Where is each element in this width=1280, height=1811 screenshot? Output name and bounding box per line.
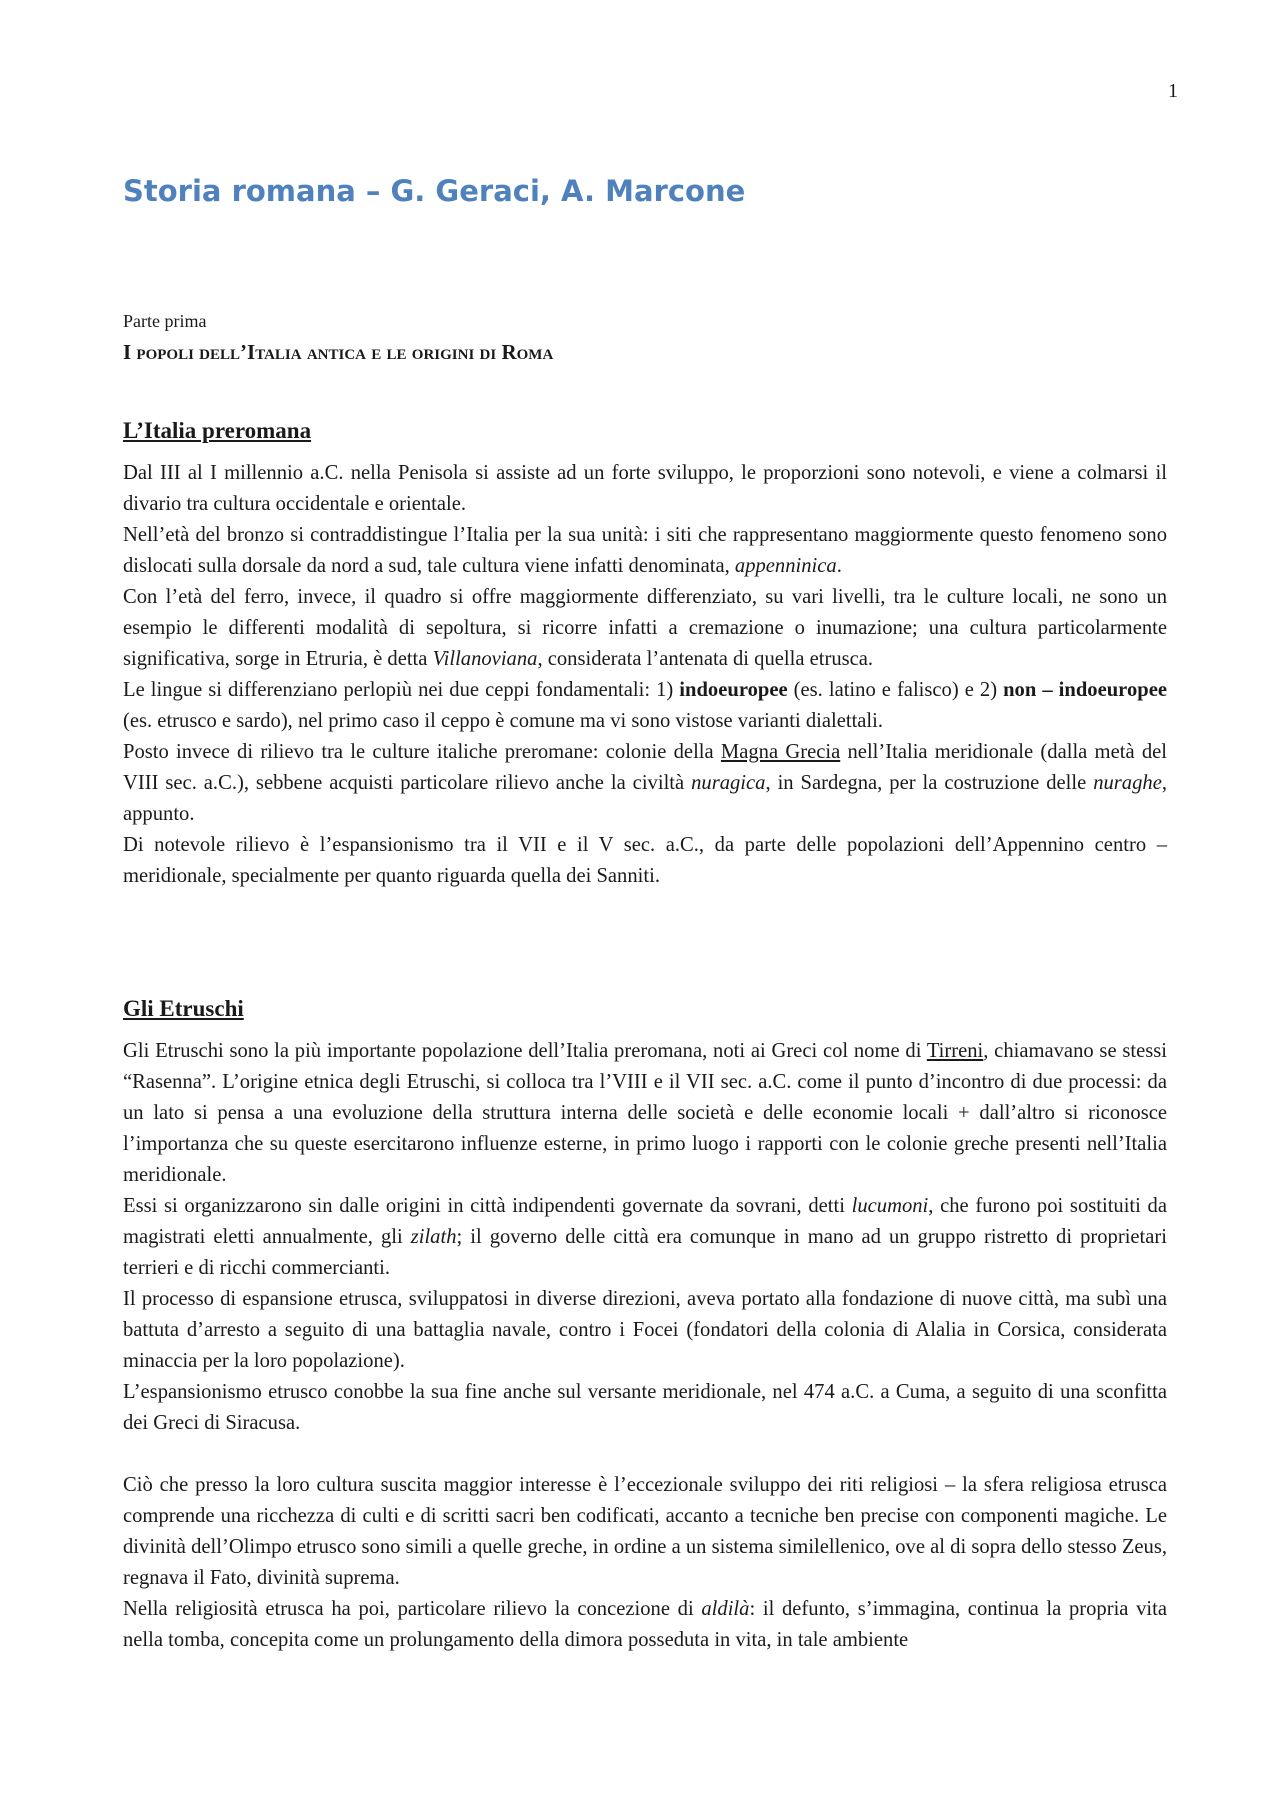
paragraph: Il processo di espansione etrusca, sviluppatosi in diverse direzioni, aveva portato alla fondazione di nuove città, ma subì una battuta d’arresto a seguito di una battaglia navale, contro i Focei (fondatori della colonia di Alalia in Corsica, considerata minaccia per la loro popolazione). [123, 1288, 1167, 1372]
section-italia-preromana [123, 416, 1167, 892]
paragraph: Con l’età del ferro, invece, il quadro si offre maggiormente differenziato, su vari livelli, tra le culture locali, ne sono un esempio le differenti modalità di sepoltura, si ricorre infatti a cremazione o inumazione; una cultura particolarmente significativa, sorge in Etruria, è detta Villanoviana, considerata l’antenata di quella etrusca. [123, 586, 1167, 670]
section-heading: L’Italia preromana [123, 418, 312, 443]
paragraph: Essi si organizzarono sin dalle origini in città indipendenti governate da sovrani, detti lucumoni, che furono poi sostituiti da magistrati eletti annualmente, gli zilath; il governo delle città era comunque in mano ad un gruppo ristretto di proprietari terrieri e di ricchi commercianti. [123, 1195, 1167, 1279]
paragraph: Le lingue si differenziano perlopiù nei due ceppi fondamentali: 1) indoeuropee (es. latino e falisco) e 2) non – indoeuropee (es. etrusco e sardo), nel primo caso il ceppo è comune ma vi sono vistose varianti dialettali. [123, 679, 1167, 732]
paragraph: Ciò che presso la loro cultura suscita maggior interesse è l’eccezionale sviluppo dei riti religiosi – la sfera religiosa etrusca comprende una ricchezza di culti e di scritti sacri ben codificati, accanto a tecniche ben precise con componenti magiche. Le divinità dell’Olimpo etrusco sono simili a quelle greche, in ordine a un sistema similellenico, ove al di sopra dello stesso Zeus, regnava il Fato, divinità suprema. [123, 1474, 1167, 1589]
document-title: Storia romana – G. Geraci, A. Marcone [123, 174, 746, 208]
section-heading: Gli Etruschi [123, 996, 244, 1021]
paragraph: Nell’età del bronzo si contraddistingue l’Italia per la sua unità: i siti che rappresentano maggiormente questo fenomeno sono dislocati sulla dorsale da nord a sud, tale cultura viene infatti denominata, appenninica. [123, 524, 1167, 577]
tirreni-link[interactable]: Tirreni [926, 1040, 984, 1062]
paragraph: Dal III al I millennio a.C. nella Penisola si assiste ad un forte sviluppo, le proporzioni sono notevoli, e viene a colmarsi il divario tra cultura occidentale e orientale. [123, 462, 1167, 515]
paragraph: Di notevole rilievo è l’espansionismo tra il VII e il V sec. a.C., da parte delle popolazioni dell’Appennino centro – meridionale, specialmente per quanto riguarda quella dei Sanniti. [123, 834, 1167, 887]
paragraph: L’espansionismo etrusco conobbe la sua fine anche sul versante meridionale, nel 474 a.C. a Cuma, a seguito di una sconfitta dei Greci di Siracusa. [123, 1381, 1167, 1434]
page-number: 1 [1168, 80, 1178, 102]
part-label: Parte prima [123, 311, 207, 331]
paragraph: Nella religiosità etrusca ha poi, particolare rilievo la concezione di aldilà: il defunto, s’immagina, continua la propria vita nella tomba, concepita come un prolungamento della dimora posseduta in vita, in tale ambiente [123, 1598, 1167, 1651]
paragraph-spacer [123, 1439, 1167, 1470]
part-title: I popoli dell’Italia antica e le origini di Roma [123, 340, 554, 364]
paragraph: Gli Etruschi sono la più importante popolazione dell’Italia preromana, noti ai Greci col nome di Tirreni, chiamavano se stessi “Rasenna”. L’origine etnica degli Etruschi, si colloca tra l’VIII e il VII sec. a.C. come il punto d’incontro di due processi: da un lato si pensa a una evoluzione della struttura interna delle società e delle economie locali + dall’altro si riconosce l’importanza che su queste esercitarono influenze esterne, in primo luogo i rapporti con le colonie greche presenti nell’Italia meridionale. [123, 1040, 1167, 1186]
paragraph: Posto invece di rilievo tra le culture italiche preromane: colonie della Magna Grecia nell’Italia meridionale (dalla metà del VIII sec. a.C.), sebbene acquisti particolare rilievo anche la civiltà nuragica, in Sardegna, per la costruzione delle nuraghe, appunto. [123, 741, 1167, 825]
section-etruschi [123, 994, 1167, 1656]
magna-grecia-link[interactable]: Magna Grecia [720, 741, 841, 763]
